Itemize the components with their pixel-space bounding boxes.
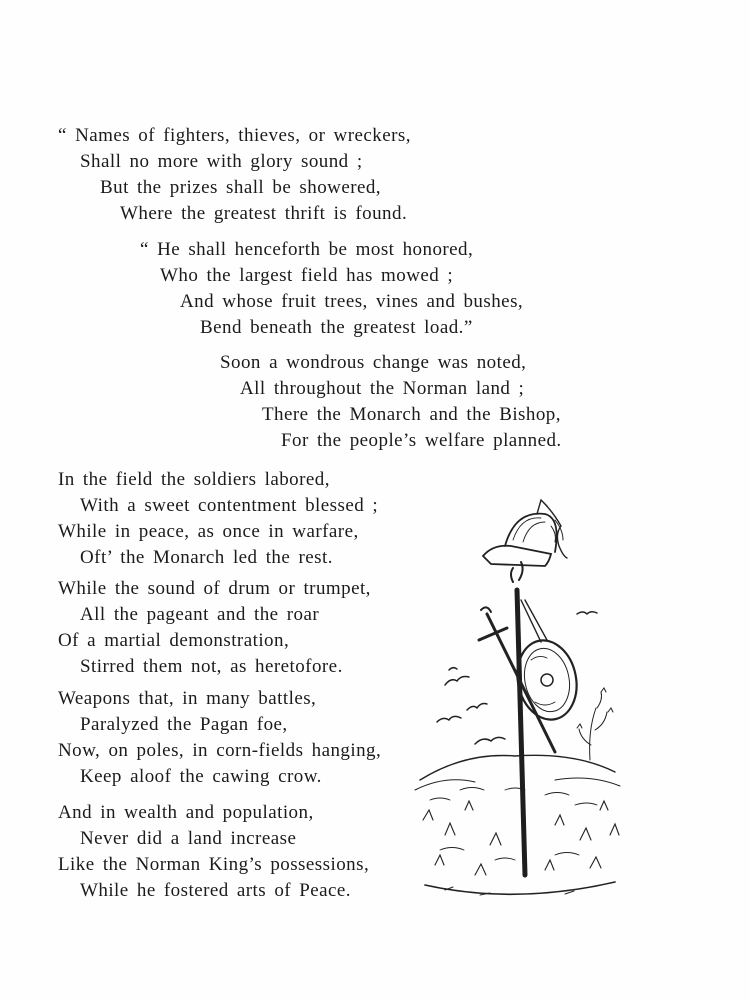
poem-line: Never did a land increase bbox=[80, 828, 297, 849]
poem-line: And whose fruit trees, vines and bushes, bbox=[180, 291, 524, 312]
poem-line: Shall no more with glory sound ; bbox=[80, 151, 363, 172]
poem-line: Now, on poles, in corn-fields hanging, bbox=[58, 740, 382, 761]
poem-line: With a sweet contentment blessed ; bbox=[80, 495, 379, 516]
poem-line: But the prizes shall be showered, bbox=[100, 177, 382, 198]
poem-line: Weapons that, in many battles, bbox=[58, 688, 317, 709]
scarecrow-illustration bbox=[405, 490, 635, 910]
poem-line: While the sound of drum or trumpet, bbox=[58, 578, 371, 599]
poem-line: Who the largest field has mowed ; bbox=[160, 265, 454, 286]
poem-line: Keep aloof the cawing crow. bbox=[80, 766, 322, 787]
poem-line: Of a martial demonstration, bbox=[58, 630, 290, 651]
poem-line: Paralyzed the Pagan foe, bbox=[80, 714, 288, 735]
pole bbox=[517, 590, 525, 875]
poem-line: Bend beneath the greatest load.” bbox=[200, 317, 473, 338]
poem-line: In the field the soldiers labored, bbox=[58, 469, 330, 490]
poem-line: While he fostered arts of Peace. bbox=[80, 880, 352, 901]
poem-line: There the Monarch and the Bishop, bbox=[262, 404, 561, 425]
poem-line: For the people’s welfare planned. bbox=[281, 430, 562, 451]
poem-line: All the pageant and the roar bbox=[80, 604, 320, 625]
poem-line: Oft’ the Monarch led the rest. bbox=[80, 547, 333, 568]
poem-line: “ Names of fighters, thieves, or wreckers, bbox=[58, 125, 411, 146]
grass-field bbox=[415, 755, 620, 895]
poem-line: Stirred them not, as heretofore. bbox=[80, 656, 343, 677]
bush bbox=[577, 688, 613, 760]
poem-line: And in wealth and population, bbox=[58, 802, 314, 823]
poem-line: “ He shall henceforth be most honored, bbox=[140, 239, 474, 260]
poem-line: While in peace, as once in warfare, bbox=[58, 521, 359, 542]
poem-line: Where the greatest thrift is found. bbox=[120, 203, 408, 224]
poem-line: All throughout the Norman land ; bbox=[240, 378, 525, 399]
helmet bbox=[483, 500, 567, 566]
poem-line: Soon a wondrous change was noted, bbox=[220, 352, 527, 373]
poem-line: Like the Norman King’s possessions, bbox=[58, 854, 370, 875]
